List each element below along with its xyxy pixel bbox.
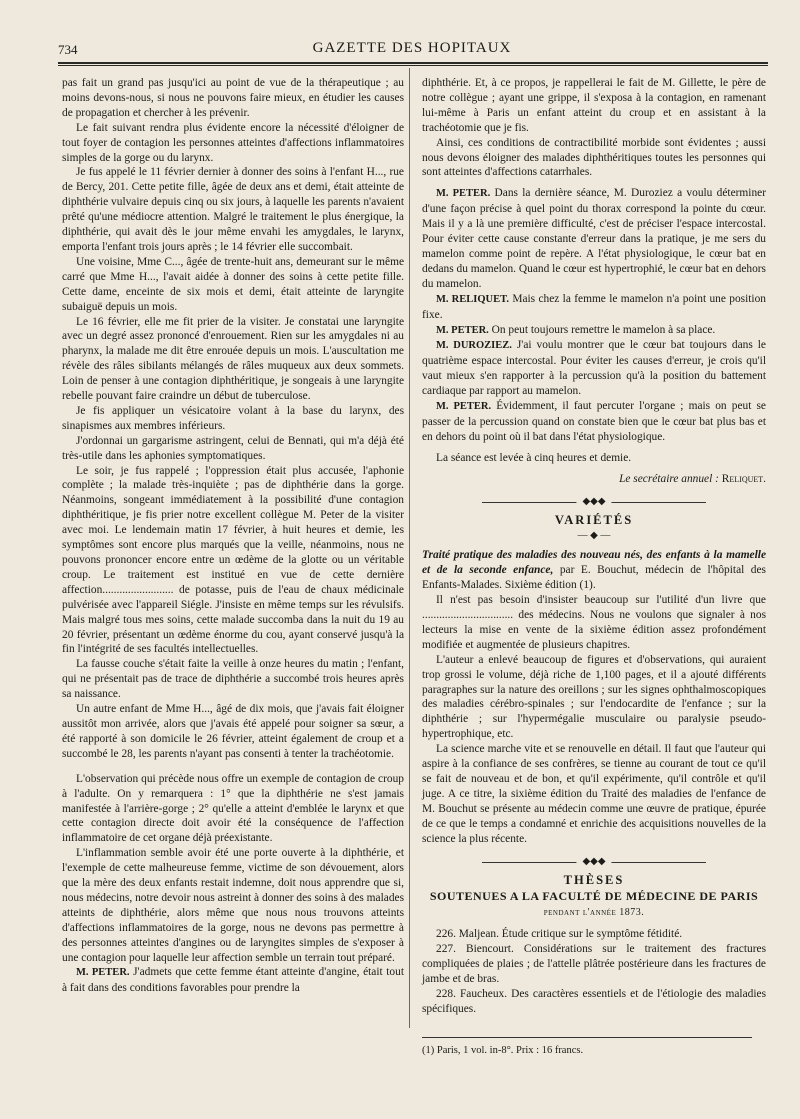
book-review-heading <box>422 548 766 593</box>
paragraph: diphthérie. Et, à ce propos, je rappellerai le fait de M. Gillette, le père de notre collègue ; ayant une grippe, il s'exposa à la contagion, en ramenant lui-même à Paris un enfant atteint du croup et en assistant à la trachéotomie que je fis. <box>422 77 766 134</box>
theses-subheading: SOUTENUES A LA FACULTÉ DE MÉDECINE DE PARIS <box>429 889 759 904</box>
journal-title: GAZETTE DES HOPITAUX <box>312 40 512 56</box>
paragraph: J'ordonnai un gargarisme astringent, celui de Bennati, qui m'a déjà été très-utile dans les aphonies symptomatiques. <box>62 434 404 462</box>
paragraph: Le 16 février, elle me fit prier de la visiter. Je constatai une laryngite avec un degré assez prononcé d'enrouement. Rien sur les amygdales ni au pharynx, la malade me dit être enrouée depuis un mois. L'auscultation me révèle des râles sibilants mélangés de râles muqueux aux deux sommets. Loin de penser à une contagion diphthéritique, je songeais à une laryngite rebelle pouvant faire craindre un début de tuberculose. <box>62 315 404 403</box>
book-title: Traité pratique des maladies des nouveau nés, des enfants à la mamelle et de la seconde enfance, <box>422 549 766 577</box>
paragraph: Un autre enfant de Mme H..., âgé de dix mois, que j'avais fait éloigner aussitôt mon arrivée, alors que j'avais été appelé pour soigner sa sœur, a été rapporté à son domicile le 26 février, atteint également de croup et a succombé le 28, les parents n'ayant pas consenti à tenter la trachéotomie. <box>62 703 404 760</box>
speaker-paragraph <box>422 186 766 291</box>
speaker-paragraph <box>422 338 766 399</box>
speech-text: J'ai voulu montrer que le cœur bat toujours dans le quatrième espace intercostal. Pour éviter les causes d'erreur, je crois qu'il vaut mieux s'en rapporter à la percussion qu'à la position du battement cardiaque par rapport au mamelon. <box>422 339 766 398</box>
theses-year: pendant l'année 1873. <box>543 907 645 919</box>
speech-text: Dans la dernière séance, M. Duroziez a voulu déterminer d'une façon précise à quel point du thorax correspond la pointe du cœur. Mais il y a là une première difficulté, c'est de préciser l'espace intercostal. Pour éviter cette cause constante d'erreur dans la pratique, je me sers du mamelon comme point de repère. A l'état physiologique, le cœur bat en dedans du mamelon. Quand le cœur est hypertrophié, le cœur bat en dehors du mamelon. <box>422 187 766 290</box>
speaker-paragraph <box>422 292 766 323</box>
paragraph: Le soir, je fus rappelé ; l'oppression était plus accusée, l'aphonie complète ; la malade très-inquiète ; pas de diphthérie dans la gorge. Néanmoins, songeant immédiatement à la possibilité d'une contagion diphthéritique, je fis prier notre excellent collègue M. Peter de la visiter avec moi. Le lendemain matin 17 février, à huit heures et demie, les symptômes sont encore plus marqués que la veille, néanmoins, nous ne pouvons prononcer encore entre un œdème de la glotte ou un véritable croup. Le traitement est institué en vue de cette dernière affection......................... de potasse, puis de l'eau de chaux médicinale pulvérisée avec l'appareil Siégle. J'insiste en même temps sur les révulsifs. Mais malgré tous mes soins, cette malade succomba dans la nuit du 19 au 20 février, présentant un œdème énorme du cou, ayant conservé jusqu'à la fin l'intégrité de ses facultés intellectuelles. <box>62 464 404 656</box>
paragraph: L'inflammation semble avoir été une porte ouverte à la diphthérie, et l'exemple de cette malheureuse femme, victime de son dévouement, alors que la mère des deux enfants restait indemne, doit nous apprendre que si, nous médecins, notre devoir nous astreint à donner des soins à des malades atteints de diphthérie, alors même que nous nous trouvons atteints d'affections inflammatoires de la gorge, nous ne devons pas permettre à des personnes atteintes d'angines ou de laryngites simples de s'exposer à une contagion pour laquelle leur affection semble un terrain tout préparé. <box>62 847 404 964</box>
speaker-name: M. PETER. <box>436 188 491 200</box>
speech-text: On peut toujours remettre le mamelon à sa place. <box>491 323 716 336</box>
paragraph: pas fait un grand pas jusqu'ici au point de vue de la thérapeutique ; au moins devons-nous, si nous ne pouvons faire mieux, en étudier les causes de propagation et chercher à les prévenir. <box>62 77 404 119</box>
book-author: par E. Bouchut, médecin de l'hôpital des Enfants-Malades. Sixième édition (1). <box>422 564 766 592</box>
paragraph: Je fis appliquer un vésicatoire volant à la base du larynx, des sinapismes aux membres inférieurs. <box>62 404 404 432</box>
paragraph: L'auteur a enlevé beaucoup de figures et d'observations, qui auraient trop grossi le volume, déjà riche de 1,100 pages, et il a ajouté différents paragraphes sur la nature des oreillons ; sur les signes ophthalmoscopiques des maladies cérébro-spinales ; sur l'endocardite de l'enfance ; sur la diphthérie ; sur l'hypermégalie musculaire ou paralysie pseudo-hypertrophique, etc. <box>422 653 766 741</box>
speaker-name: M. PETER. <box>436 401 492 413</box>
left-column <box>62 76 404 996</box>
header-rule <box>58 62 768 64</box>
speech-text: Évidemment, il faut percuter l'organe ; mais on peut se passer de la percussion quand on constate bien que le cœur bat plus bas et en dehors du point où il bat dans l'état physiologique. <box>422 400 766 443</box>
paragraph: La fausse couche s'était faite la veille à onze heures du matin ; l'enfant, qui ne présentait pas de trace de diphthérie a succombé trois heures après sa naissance. <box>62 658 404 701</box>
thesis-item: 228. Faucheux. Des caractères essentiels et de l'étiologie des maladies spécifiques. <box>422 987 766 1015</box>
ornament-icon: — ◆ — <box>577 530 611 542</box>
ornament-icon: ◆◆◆ <box>576 495 611 510</box>
thesis-item: 226. Maljean. Étude critique sur le symptôme fétidité. <box>436 928 683 941</box>
speaker-paragraph <box>62 965 404 996</box>
speech-text: J'admets que cette femme étant atteinte d'angine, était tout à fait dans des conditions favorables pour prendre la <box>62 966 404 995</box>
paragraph: L'observation qui précède nous offre un exemple de contagion de croup à l'adulte. On y remarquera : 1° que la diphthérie ne s'est jamais manifestée à l'arrière-gorge ; 2° qu'elle a atteint d'emblée le larynx et que cette contagion directe doit avoir été la conséquence de l'affection inflammatoire de cet organe déjà préexistante. <box>62 772 404 845</box>
speaker-paragraph <box>422 399 766 445</box>
header-rule-thin <box>58 65 768 66</box>
paragraph: Une voisine, Mme C..., âgée de trente-huit ans, demeurant sur le même carré que Mme H..., l'avait aidée à donner des soins à cette petite fille. Cette dame, enceinte de six mois et demi, était atteinte de laryngite subaiguë depuis un mois. <box>62 255 404 313</box>
paragraph: Je fus appelé le 11 février dernier à donner des soins à l'enfant H..., rue de Bercy, 201. Cette petite fille, âgée de deux ans et demi, était atteinte de diphthérie vulvaire depuis cinq ou six jours, à laquelle les parents n'avaient prêté qu'une médiocre attention. Malgré le traitement le plus énergique, la diphthérie, qui avait dès le jour même envahi les amygdales, le larynx, emporta l'enfant trois jours après ; le 14 février elle succombait. <box>62 166 404 253</box>
page-number: 734 <box>58 42 78 57</box>
paragraph: Le fait suivant rendra plus évidente encore la nécessité d'éloigner de tout foyer de contagion les personnes atteintes d'affections inflammatoires simples de la gorge ou du larynx. <box>62 121 404 164</box>
secretary-signature <box>422 472 766 487</box>
thesis-item: 227. Biencourt. Considérations sur le traitement des fractures compliquées de plaies ; de l'attelle plâtrée postérieure dans les fractures de jambe et de bras. <box>422 943 766 985</box>
ornament-icon: ◆◆◆ <box>576 855 611 870</box>
page-header <box>56 38 768 60</box>
speech-text: Mais chez la femme le mamelon n'a point une position fixe. <box>422 292 766 321</box>
section-separator <box>422 855 766 869</box>
session-close: La séance est levée à cinq heures et demie. <box>436 451 632 464</box>
footnote: (1) Paris, 1 vol. in-8°. Prix : 16 francs. <box>422 1044 584 1056</box>
footnote-rule <box>422 1037 752 1038</box>
secretary-label: Le secrétaire annuel : <box>619 472 719 485</box>
speaker-name: M. RELIQUET. <box>436 293 509 305</box>
speaker-paragraph <box>422 323 766 339</box>
section-separator <box>422 495 766 509</box>
varietes-heading: VARIÉTÉS <box>554 512 634 527</box>
speaker-name: M. PETER. <box>436 324 489 336</box>
theses-heading: THÈSES <box>563 872 625 887</box>
paragraph: La science marche vite et se renouvelle en détail. Il faut que l'auteur qui aspire à la confiance de ses confrères, se tienne au courant de tout ce qu'il se fait de nouveau et de bon, et qu'il expérimente, qu'il contrôle et qu'il juge. A ce titre, la sixième édition du Traité des maladies de l'enfance de M. Bouchut se présente au médecin comme une œuvre de pratique, épurée de ce que le temps a condamné et enrichie des acquisitions nouvelles de la science la plus récente. <box>422 743 766 845</box>
speaker-name: M. PETER. <box>76 967 130 979</box>
right-column <box>422 76 766 1059</box>
speaker-name: M. DUROZIEZ. <box>436 340 512 352</box>
paragraph: Ainsi, ces conditions de contractibilité morbide sont évidentes ; aussi nous devons éloigner des malades diphthéritiques toutes les personnes qui sont atteintes d'affections catarrhales. <box>422 136 766 179</box>
secretary-name: Reliquet. <box>721 472 766 485</box>
paragraph: Il n'est pas besoin d'insister beaucoup sur l'utilité d'un livre que ................................ des médecins. Nous ne voulons que signaler à nos lecteurs la mise en vente de la sixième édition assez profondément modifiée et augmentée de plusieurs chapitres. <box>422 594 766 651</box>
column-divider <box>409 68 410 1028</box>
